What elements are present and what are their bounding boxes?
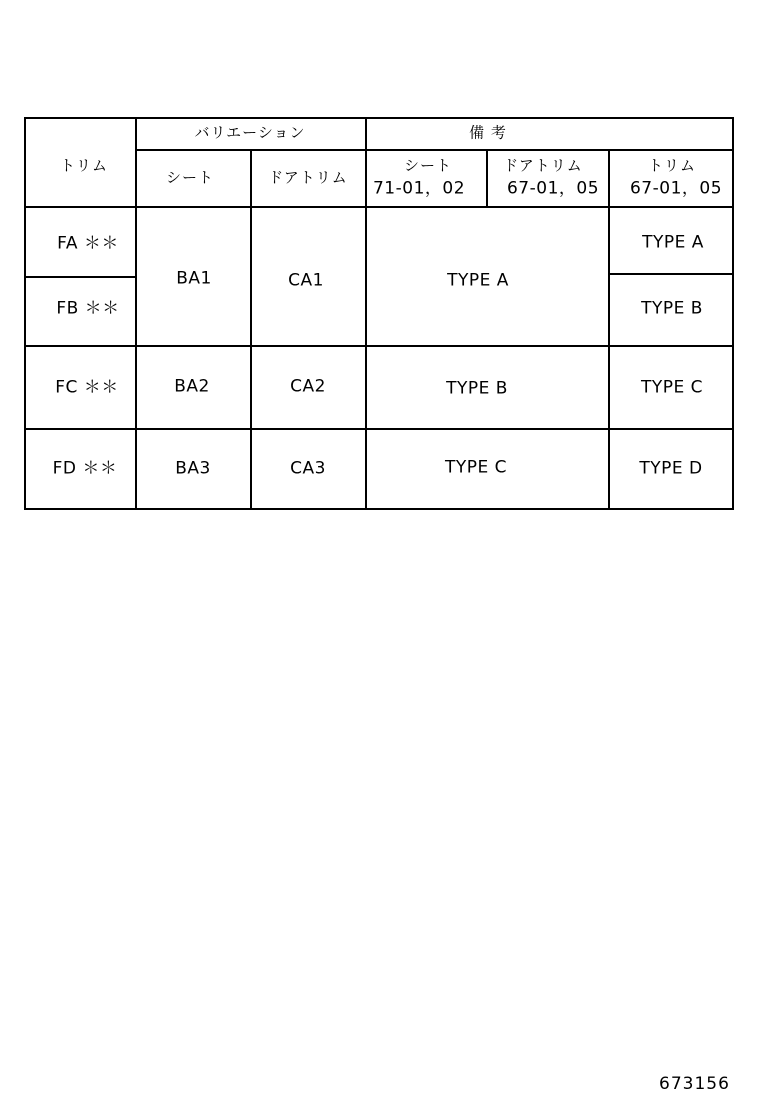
row-seat-fc: BA2 xyxy=(174,376,210,397)
row-door-trim-fc: CA2 xyxy=(290,376,326,397)
header-divider xyxy=(136,149,734,151)
header-trim: トリム xyxy=(59,156,109,175)
row-remarks-trim-fb: TYPE B xyxy=(641,298,703,319)
row-remarks-trim-fc: TYPE C xyxy=(640,377,704,398)
header-remarks-seat: シート xyxy=(403,156,453,175)
table-border-top xyxy=(24,117,734,119)
row-divider-type-a-b xyxy=(609,273,734,275)
row-remarks-door-fd: TYPE C xyxy=(444,457,508,478)
row-divider-fb-fc xyxy=(24,345,734,347)
merged-remarks-door-fa-fb: TYPE A xyxy=(447,270,509,291)
header-remarks-door-trim: ドアトリム xyxy=(503,156,583,175)
table-border-bottom xyxy=(24,508,734,510)
header-remarks-trim-date: 67-01，05 xyxy=(629,178,723,199)
table-border-left xyxy=(24,117,26,510)
row-divider-fa-fb xyxy=(24,276,136,278)
row-trim-fa: FA ＊＊ xyxy=(57,233,119,254)
merged-seat-fa-fb: BA1 xyxy=(176,268,212,289)
header-remarks: 備 考 xyxy=(469,123,507,142)
row-seat-fd: BA3 xyxy=(175,458,211,479)
row-remarks-trim-fa: TYPE A xyxy=(642,232,704,253)
row-door-trim-fd: CA3 xyxy=(290,458,326,479)
remarks-door-trim-divider xyxy=(608,149,610,510)
row-divider-fc-fd xyxy=(24,428,734,430)
row-trim-fb: FB ＊＊ xyxy=(56,298,120,319)
remarks-seat-door-divider xyxy=(486,149,488,208)
table-border-right xyxy=(732,117,734,510)
header-variation: バリエーション xyxy=(194,123,306,142)
variation-remarks-divider xyxy=(365,117,367,510)
header-bottom-border xyxy=(24,206,734,208)
row-remarks-trim-fd: TYPE D xyxy=(639,458,703,479)
row-remarks-door-fc: TYPE B xyxy=(446,378,508,399)
header-seat: シート xyxy=(165,168,215,187)
seat-column-divider xyxy=(250,149,252,510)
row-trim-fc: FC ＊＊ xyxy=(55,377,119,398)
header-remarks-seat-date: 71-01，02 xyxy=(372,178,466,199)
header-door-trim: ドアトリム xyxy=(268,168,348,187)
header-remarks-door-trim-date: 67-01，05 xyxy=(506,178,600,199)
row-trim-fd: FD ＊＊ xyxy=(52,458,118,479)
figure-number: 673156 xyxy=(659,1074,730,1094)
trim-column-divider xyxy=(135,117,137,510)
header-remarks-trim: トリム xyxy=(647,156,697,175)
merged-door-trim-fa-fb: CA1 xyxy=(288,270,324,291)
